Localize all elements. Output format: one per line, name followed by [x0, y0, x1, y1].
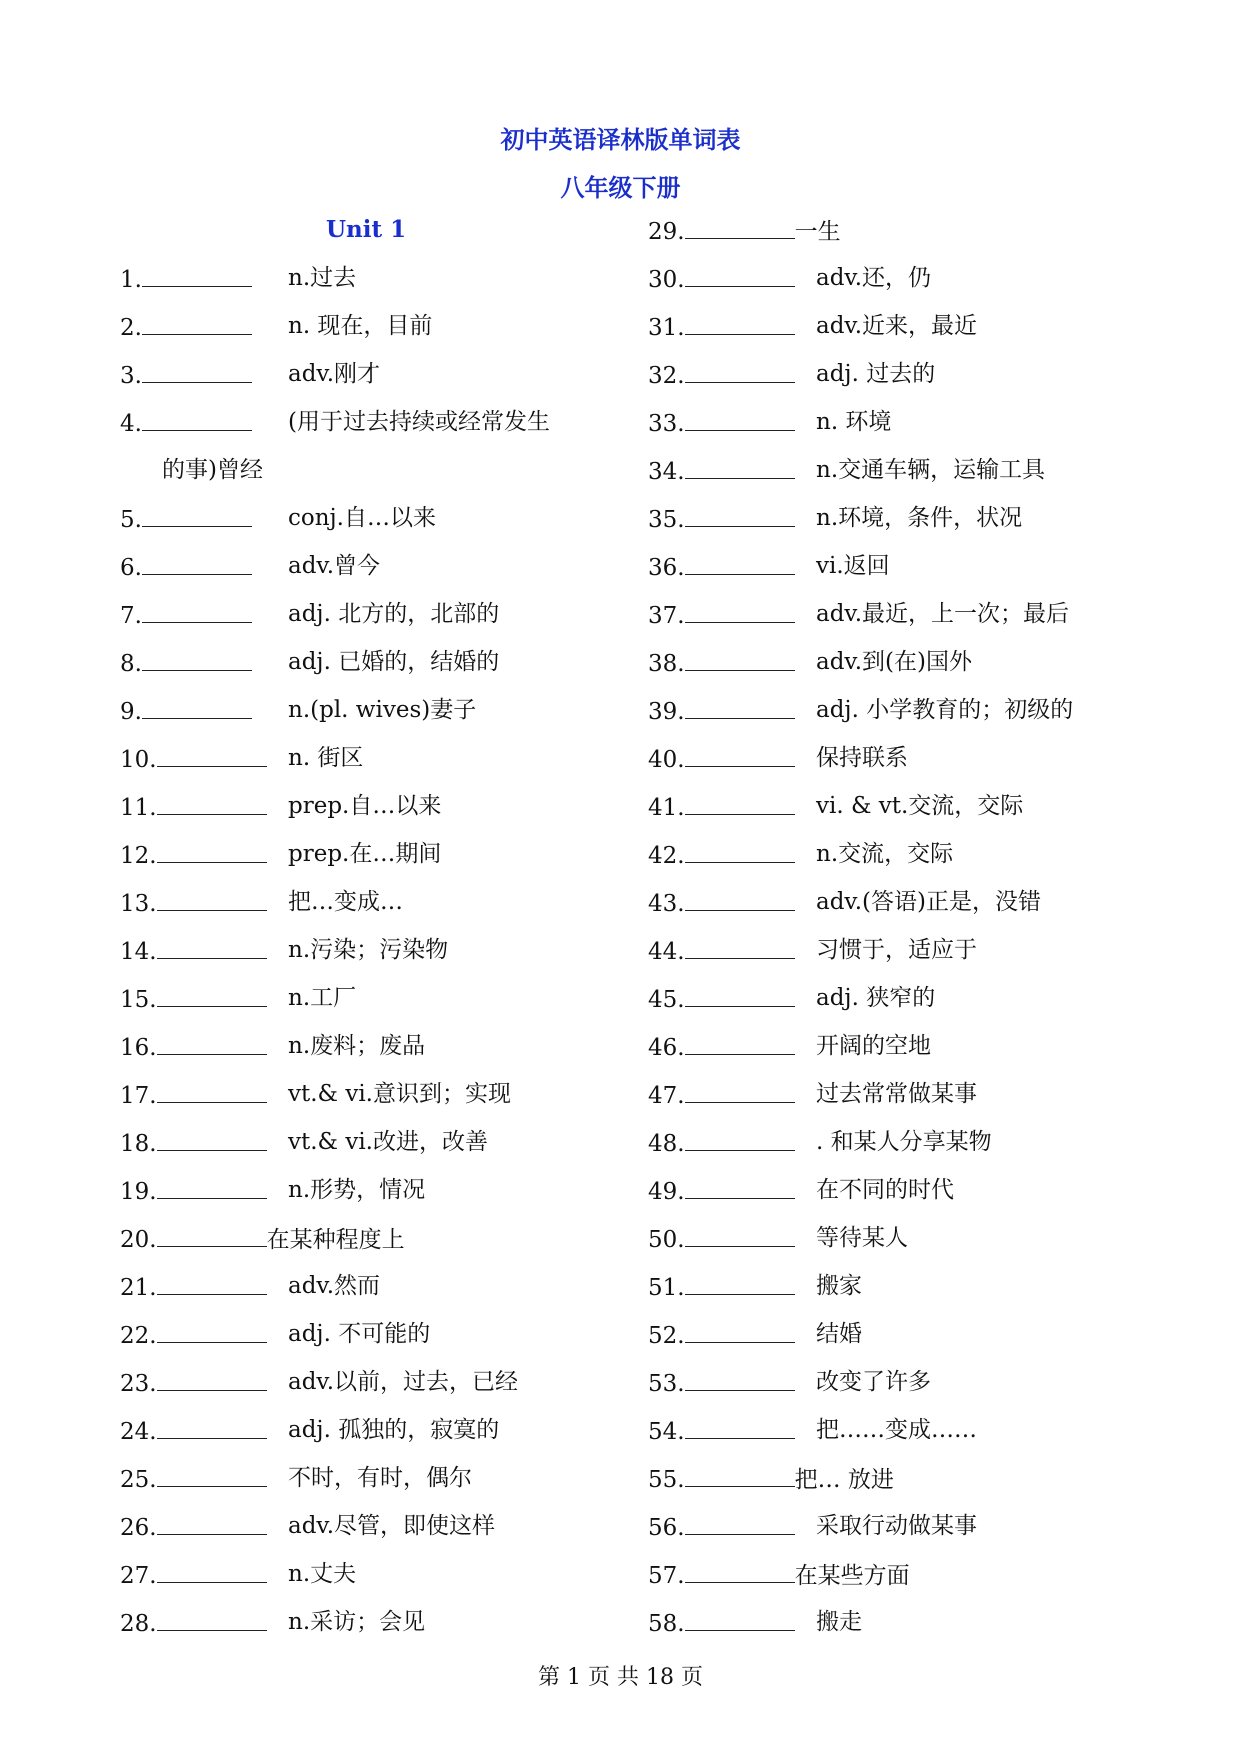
item-number: 8.: [120, 651, 142, 677]
item-number: 25.: [120, 1467, 157, 1493]
item-number: 21.: [120, 1275, 157, 1301]
item-number: 26.: [120, 1515, 157, 1541]
item-number: 51.: [648, 1275, 685, 1301]
vocab-row: [120, 1508, 620, 1556]
vocab-row: [120, 932, 620, 980]
meaning-text: n. 街区: [288, 745, 364, 771]
answer-blank[interactable]: [685, 260, 795, 287]
answer-blank[interactable]: [685, 212, 795, 239]
meaning-text: adv.曾今: [288, 553, 381, 579]
answer-blank[interactable]: [157, 1364, 267, 1391]
vocab-row: [120, 548, 620, 596]
item-number: 56.: [648, 1515, 685, 1541]
answer-blank[interactable]: [142, 260, 252, 287]
answer-blank[interactable]: [157, 836, 267, 863]
vocab-row: [120, 1556, 620, 1604]
vocab-row: [648, 740, 1168, 788]
item-number: 23.: [120, 1371, 157, 1397]
vocab-row: [648, 308, 1168, 356]
vocab-row: [648, 404, 1168, 452]
item-number: 4.: [120, 411, 142, 437]
item-number: 54.: [648, 1419, 685, 1445]
answer-blank[interactable]: [685, 980, 795, 1007]
answer-blank[interactable]: [157, 1508, 267, 1535]
vocab-row: [120, 1316, 620, 1364]
answer-blank[interactable]: [685, 1508, 795, 1535]
vocab-row: [648, 1028, 1168, 1076]
answer-blank[interactable]: [157, 932, 267, 959]
meaning-text: n. 现在，目前: [288, 313, 433, 339]
meaning-text: adj. 已婚的，结婚的: [288, 649, 500, 675]
answer-blank[interactable]: [685, 1028, 795, 1055]
vocab-row: [120, 980, 620, 1028]
answer-blank[interactable]: [142, 548, 252, 575]
vocab-row: [648, 692, 1168, 740]
page-footer: 第 1 页 共 18 页: [538, 1665, 703, 1690]
item-number: 53.: [648, 1371, 685, 1397]
answer-blank[interactable]: [157, 1268, 267, 1295]
vocab-row: [120, 884, 620, 932]
answer-blank[interactable]: [157, 1076, 267, 1103]
meaning-text: prep.在…期间: [288, 841, 442, 867]
answer-blank[interactable]: [157, 788, 267, 815]
answer-blank[interactable]: [157, 1412, 267, 1439]
vocab-row: [648, 1556, 1168, 1604]
vocab-row: [648, 1460, 1168, 1508]
unit-heading: Unit 1: [326, 216, 407, 243]
meaning-text: n.丈夫: [288, 1561, 357, 1587]
vocab-row: [648, 1220, 1168, 1268]
answer-blank[interactable]: [685, 548, 795, 575]
vocab-row: [648, 1412, 1168, 1460]
meaning-text: adv.(答语)正是，没错: [816, 889, 1041, 915]
item-number: 35.: [648, 507, 685, 533]
item-number: 1.: [120, 267, 142, 293]
item-number: 31.: [648, 315, 685, 341]
answer-blank[interactable]: [142, 596, 252, 623]
vocab-row: [120, 1124, 620, 1172]
meaning-text: . 和某人分享某物: [816, 1129, 992, 1155]
meaning-text: adj. 过去的: [816, 361, 936, 387]
item-number: 14.: [120, 939, 157, 965]
meaning-text: vt.& vi.改进，改善: [288, 1129, 488, 1155]
item-number: 55.: [648, 1467, 685, 1493]
meaning-text: n.工厂: [288, 985, 357, 1011]
item-number: 33.: [648, 411, 685, 437]
answer-blank[interactable]: [685, 404, 795, 431]
meaning-text: (用于过去持续或经常发生: [288, 409, 550, 435]
vocab-row: [120, 1268, 620, 1316]
item-number: 20.: [120, 1227, 157, 1253]
vocab-row: [648, 548, 1168, 596]
meaning-text: adv.以前，过去，已经: [288, 1369, 519, 1395]
vocab-row: [120, 452, 620, 500]
vocab-row: [120, 1220, 620, 1268]
item-number: 9.: [120, 699, 142, 725]
meaning-text: n.形势，情况: [288, 1177, 426, 1203]
meaning-text: adv.到(在)国外: [816, 649, 972, 675]
answer-blank[interactable]: [157, 1604, 267, 1631]
answer-blank[interactable]: [685, 1364, 795, 1391]
vocab-row: [648, 836, 1168, 884]
meaning-text: 在不同的时代: [816, 1177, 954, 1203]
item-number: 46.: [648, 1035, 685, 1061]
answer-blank[interactable]: [685, 596, 795, 623]
item-number: 52.: [648, 1323, 685, 1349]
meaning-text: 习惯于，适应于: [816, 937, 977, 963]
answer-blank[interactable]: [142, 404, 252, 431]
item-number: 18.: [120, 1131, 157, 1157]
vocab-row: [120, 788, 620, 836]
vocab-row: [120, 404, 620, 452]
item-number: 42.: [648, 843, 685, 869]
meaning-text: n.(pl. wives)妻子: [288, 697, 477, 723]
item-number: 3.: [120, 363, 142, 389]
meaning-text: adj. 小学教育的；初级的: [816, 697, 1074, 723]
vocab-row: [120, 1028, 620, 1076]
meaning-text: n.交流，交际: [816, 841, 954, 867]
vocab-row: [648, 1316, 1168, 1364]
meaning-text: adj. 不可能的: [288, 1321, 431, 1347]
answer-blank[interactable]: [157, 1124, 267, 1151]
item-number: 47.: [648, 1083, 685, 1109]
meaning-text: vi.返回: [816, 553, 890, 579]
vocab-row: [120, 644, 620, 692]
answer-blank[interactable]: [685, 356, 795, 383]
answer-blank[interactable]: [157, 740, 267, 767]
meaning-text: 不时，有时，偶尔: [288, 1465, 472, 1491]
vocab-row: [648, 1508, 1168, 1556]
meaning-text: adj. 狭窄的: [816, 985, 936, 1011]
answer-blank[interactable]: [685, 1220, 795, 1247]
answer-blank[interactable]: [157, 1172, 267, 1199]
meaning-text: n.过去: [288, 265, 357, 291]
item-number: 44.: [648, 939, 685, 965]
answer-blank[interactable]: [685, 1604, 795, 1631]
item-number: 24.: [120, 1419, 157, 1445]
vocab-row: [120, 1412, 620, 1460]
vocab-row: [648, 1364, 1168, 1412]
answer-blank[interactable]: [142, 500, 252, 527]
item-number: 39.: [648, 699, 685, 725]
item-number: 12.: [120, 843, 157, 869]
vocab-row: [648, 884, 1168, 932]
item-number: 28.: [120, 1611, 157, 1637]
item-number: 37.: [648, 603, 685, 629]
meaning-continuation: 的事)曾经: [162, 457, 263, 483]
item-number: 2.: [120, 315, 142, 341]
meaning-text: n.环境，条件，状况: [816, 505, 1023, 531]
meaning-text: n. 环境: [816, 409, 892, 435]
left-column: [120, 212, 620, 1652]
vocab-row: [648, 932, 1168, 980]
vocab-row: [648, 596, 1168, 644]
vocab-row: [120, 692, 620, 740]
item-number: 29.: [648, 219, 685, 245]
meaning-text: 改变了许多: [816, 1369, 931, 1395]
answer-blank[interactable]: [685, 1076, 795, 1103]
answer-blank[interactable]: [685, 692, 795, 719]
answer-blank[interactable]: [142, 356, 252, 383]
meaning-text: vt.& vi.意识到；实现: [288, 1081, 511, 1107]
meaning-text: adv.尽管，即使这样: [288, 1513, 496, 1539]
item-number: 30.: [648, 267, 685, 293]
vocab-row: [648, 500, 1168, 548]
meaning-text: 采取行动做某事: [816, 1513, 977, 1539]
meaning-text: n.交通车辆，运输工具: [816, 457, 1046, 483]
item-number: 41.: [648, 795, 685, 821]
vocab-row: [648, 1172, 1168, 1220]
vocab-row: [648, 452, 1168, 500]
vocab-row: [120, 836, 620, 884]
vocab-row: [648, 1076, 1168, 1124]
item-number: 34.: [648, 459, 685, 485]
vocab-row: [648, 788, 1168, 836]
meaning-text: adj. 孤独的，寂寞的: [288, 1417, 500, 1443]
item-number: 40.: [648, 747, 685, 773]
answer-blank[interactable]: [685, 884, 795, 911]
meaning-text: 搬家: [816, 1273, 862, 1299]
meaning-text: adv.近来，最近: [816, 313, 978, 339]
vocab-row: [648, 356, 1168, 404]
meaning-text: 搬走: [816, 1609, 862, 1635]
vocab-row: [648, 1268, 1168, 1316]
meaning-text: 过去常常做某事: [816, 1081, 977, 1107]
meaning-text: 把…变成…: [288, 889, 403, 915]
item-number: 45.: [648, 987, 685, 1013]
meaning-text: 把……变成……: [816, 1417, 977, 1443]
meaning-text: 在某种程度上: [266, 1227, 405, 1253]
meaning-text: vi. & vt.交流，交际: [816, 793, 1024, 819]
vocab-row: [120, 1172, 620, 1220]
item-number: 49.: [648, 1179, 685, 1205]
item-number: 15.: [120, 987, 157, 1013]
vocab-row: [648, 644, 1168, 692]
meaning-text: n.废料；废品: [288, 1033, 426, 1059]
vocab-row: [120, 308, 620, 356]
item-number: 27.: [120, 1563, 157, 1589]
answer-blank[interactable]: [685, 452, 795, 479]
meaning-text: 一生: [794, 219, 841, 245]
vocab-row: [120, 740, 620, 788]
meaning-text: 在某些方面: [794, 1563, 910, 1589]
vocab-row: [120, 596, 620, 644]
vocab-row: [120, 500, 620, 548]
answer-blank[interactable]: [142, 692, 252, 719]
answer-blank[interactable]: [685, 500, 795, 527]
vocab-row: [120, 260, 620, 308]
item-number: 43.: [648, 891, 685, 917]
answer-blank[interactable]: [685, 1412, 795, 1439]
item-number: 32.: [648, 363, 685, 389]
item-number: 10.: [120, 747, 157, 773]
answer-blank[interactable]: [685, 1268, 795, 1295]
answer-blank[interactable]: [157, 884, 267, 911]
answer-blank[interactable]: [685, 1172, 795, 1199]
meaning-text: adv.还，仍: [816, 265, 932, 291]
answer-blank[interactable]: [685, 836, 795, 863]
vocab-row: [648, 1604, 1168, 1652]
answer-blank[interactable]: [157, 1316, 267, 1343]
item-number: 7.: [120, 603, 142, 629]
answer-blank[interactable]: [157, 1556, 267, 1583]
meaning-text: adj. 北方的，北部的: [288, 601, 500, 627]
meaning-text: adv.刚才: [288, 361, 381, 387]
answer-blank[interactable]: [157, 1220, 267, 1247]
meaning-text: n.采访；会见: [288, 1609, 426, 1635]
answer-blank[interactable]: [142, 644, 252, 671]
meaning-text: prep.自…以来: [288, 793, 442, 819]
answer-blank[interactable]: [142, 308, 252, 335]
answer-blank[interactable]: [685, 932, 795, 959]
meaning-text: 开阔的空地: [816, 1033, 931, 1059]
answer-blank[interactable]: [157, 1028, 267, 1055]
right-column: [648, 212, 1168, 1652]
item-number: 36.: [648, 555, 685, 581]
item-number: 13.: [120, 891, 157, 917]
item-number: 6.: [120, 555, 142, 581]
meaning-text: conj.自…以来: [288, 505, 436, 531]
item-number: 58.: [648, 1611, 685, 1637]
answer-blank[interactable]: [685, 788, 795, 815]
document-subtitle: 八年级下册: [560, 173, 681, 202]
answer-blank[interactable]: [157, 980, 267, 1007]
item-number: 11.: [120, 795, 157, 821]
vocab-row: [120, 1460, 620, 1508]
item-number: 5.: [120, 507, 142, 533]
vocab-row: [648, 1124, 1168, 1172]
answer-blank[interactable]: [685, 644, 795, 671]
answer-blank[interactable]: [685, 1316, 795, 1343]
vocab-row: [648, 980, 1168, 1028]
answer-blank[interactable]: [157, 1460, 267, 1487]
meaning-text: adv.然而: [288, 1273, 381, 1299]
meaning-text: 把… 放进: [794, 1467, 894, 1493]
answer-blank[interactable]: [685, 1460, 795, 1487]
document-title: 初中英语译林版单词表: [500, 125, 741, 154]
meaning-text: n.污染；污染物: [288, 937, 449, 963]
item-number: 19.: [120, 1179, 157, 1205]
meaning-text: 结婚: [816, 1321, 862, 1347]
item-number: 50.: [648, 1227, 685, 1253]
meaning-text: adv.最近，上一次；最后: [816, 601, 1070, 627]
item-number: 57.: [648, 1563, 685, 1589]
vocab-row: [120, 1364, 620, 1412]
meaning-text: 等待某人: [816, 1225, 908, 1251]
vocab-row: [120, 1604, 620, 1652]
vocab-row: [120, 1076, 620, 1124]
answer-blank[interactable]: [685, 1556, 795, 1583]
vocab-row: [648, 212, 1168, 260]
item-number: 17.: [120, 1083, 157, 1109]
item-number: 48.: [648, 1131, 685, 1157]
vocab-row: [120, 356, 620, 404]
item-number: 16.: [120, 1035, 157, 1061]
item-number: 22.: [120, 1323, 157, 1349]
answer-blank[interactable]: [685, 740, 795, 767]
item-number: 38.: [648, 651, 685, 677]
answer-blank[interactable]: [685, 308, 795, 335]
meaning-text: 保持联系: [816, 745, 908, 771]
vocab-row: [648, 260, 1168, 308]
answer-blank[interactable]: [685, 1124, 795, 1151]
